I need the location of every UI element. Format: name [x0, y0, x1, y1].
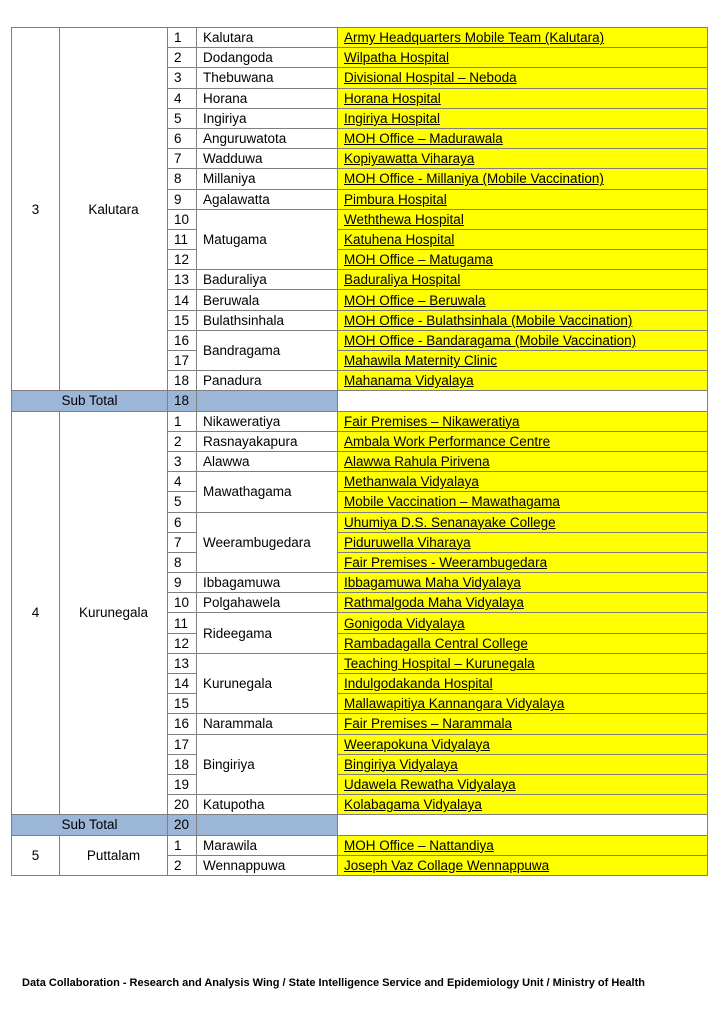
row-number-cell: 4: [168, 88, 197, 108]
moh-division-cell: Ingiriya: [197, 108, 338, 128]
row-number-cell: 17: [168, 734, 197, 754]
vaccination-center-cell: MOH Office – Beruwala: [338, 290, 708, 310]
moh-division-cell: Ibbagamuwa: [197, 573, 338, 593]
moh-division-cell: Weerambugedara: [197, 512, 338, 573]
vaccination-center-cell: Wilpatha Hospital: [338, 48, 708, 68]
vaccination-center-cell: Army Headquarters Mobile Team (Kalutara): [338, 28, 708, 48]
moh-division-cell: Bingiriya: [197, 734, 338, 795]
row-number-cell: 15: [168, 694, 197, 714]
vaccination-center-cell: Rathmalgoda Maha Vidyalaya: [338, 593, 708, 613]
vaccination-center-cell: Udawela Rewatha Vidyalaya: [338, 774, 708, 794]
moh-division-cell: Thebuwana: [197, 68, 338, 88]
row-number-cell: 10: [168, 593, 197, 613]
row-number-cell: 7: [168, 532, 197, 552]
vaccination-center-cell: Mobile Vaccination – Mawathagama: [338, 492, 708, 512]
row-number-cell: 2: [168, 855, 197, 875]
subtotal-value: 20: [168, 815, 197, 835]
moh-division-cell: Nikaweratiya: [197, 411, 338, 431]
district-name-cell: Puttalam: [60, 835, 168, 875]
vaccination-center-cell: Katuhena Hospital: [338, 229, 708, 249]
row-number-cell: 3: [168, 68, 197, 88]
moh-division-cell: Mawathagama: [197, 472, 338, 512]
moh-division-cell: Kurunegala: [197, 653, 338, 714]
row-number-cell: 13: [168, 270, 197, 290]
row-number-cell: 4: [168, 472, 197, 492]
vaccination-center-cell: Kolabagama Vidyalaya: [338, 795, 708, 815]
row-number-cell: 3: [168, 451, 197, 471]
table-row: [12, 835, 708, 855]
vaccination-centers-table: [11, 27, 708, 876]
vaccination-center-cell: Fair Premises – Nikaweratiya: [338, 411, 708, 431]
row-number-cell: 5: [168, 492, 197, 512]
vaccination-center-cell: Pimbura Hospital: [338, 189, 708, 209]
vaccination-center-cell: Gonigoda Vidyalaya: [338, 613, 708, 633]
row-number-cell: 1: [168, 835, 197, 855]
vaccination-center-cell: Indulgodakanda Hospital: [338, 674, 708, 694]
moh-division-cell: Rasnayakapura: [197, 431, 338, 451]
row-number-cell: 17: [168, 351, 197, 371]
moh-division-cell: Agalawatta: [197, 189, 338, 209]
moh-division-cell: Baduraliya: [197, 270, 338, 290]
table-row: [12, 28, 708, 48]
row-number-cell: 1: [168, 411, 197, 431]
vaccination-center-cell: Ibbagamuwa Maha Vidyalaya: [338, 573, 708, 593]
district-number-cell: 3: [12, 28, 60, 391]
vaccination-center-cell: Mallawapitiya Kannangara Vidyalaya: [338, 694, 708, 714]
moh-division-cell: Bandragama: [197, 330, 338, 370]
subtotal-blank-cell: [338, 815, 708, 835]
subtotal-row: [12, 391, 708, 411]
row-number-cell: 8: [168, 552, 197, 572]
vaccination-center-cell: Weerapokuna Vidyalaya: [338, 734, 708, 754]
moh-division-cell: Katupotha: [197, 795, 338, 815]
row-number-cell: 19: [168, 774, 197, 794]
vaccination-center-cell: Bingiriya Vidyalaya: [338, 754, 708, 774]
vaccination-center-cell: Teaching Hospital – Kurunegala: [338, 653, 708, 673]
district-name-cell: Kurunegala: [60, 411, 168, 815]
vaccination-center-cell: MOH Office - Bandaragama (Mobile Vaccination): [338, 330, 708, 350]
row-number-cell: 14: [168, 674, 197, 694]
row-number-cell: 7: [168, 149, 197, 169]
table-row: [12, 411, 708, 431]
row-number-cell: 2: [168, 48, 197, 68]
moh-division-cell: Wadduwa: [197, 149, 338, 169]
row-number-cell: 6: [168, 512, 197, 532]
row-number-cell: 1: [168, 28, 197, 48]
vaccination-center-cell: MOH Office – Nattandiya: [338, 835, 708, 855]
footer-credit: Data Collaboration - Research and Analysis Wing / State Intelligence Service and Epidemiology Unit / Ministry of Health: [22, 977, 645, 989]
vaccination-center-cell: Fair Premises – Narammala: [338, 714, 708, 734]
row-number-cell: 5: [168, 108, 197, 128]
district-name-cell: Kalutara: [60, 28, 168, 391]
vaccination-center-cell: Ingiriya Hospital: [338, 108, 708, 128]
vaccination-center-cell: Kopiyawatta Viharaya: [338, 149, 708, 169]
row-number-cell: 11: [168, 613, 197, 633]
row-number-cell: 11: [168, 229, 197, 249]
row-number-cell: 12: [168, 633, 197, 653]
subtotal-blank-cell: [338, 391, 708, 411]
vaccination-center-cell: Mahanama Vidyalaya: [338, 371, 708, 391]
row-number-cell: 14: [168, 290, 197, 310]
district-number-cell: 4: [12, 411, 60, 815]
subtotal-label: Sub Total: [12, 391, 168, 411]
row-number-cell: 8: [168, 169, 197, 189]
moh-division-cell: Beruwala: [197, 290, 338, 310]
vaccination-center-cell: Baduraliya Hospital: [338, 270, 708, 290]
moh-division-cell: Horana: [197, 88, 338, 108]
row-number-cell: 16: [168, 330, 197, 350]
row-number-cell: 2: [168, 431, 197, 451]
vaccination-center-cell: Piduruwella Viharaya: [338, 532, 708, 552]
row-number-cell: 9: [168, 189, 197, 209]
table-body: [12, 28, 708, 876]
subtotal-value: 18: [168, 391, 197, 411]
vaccination-center-cell: Ambala Work Performance Centre: [338, 431, 708, 451]
row-number-cell: 16: [168, 714, 197, 734]
subtotal-blank-cell: [197, 815, 338, 835]
vaccination-center-cell: MOH Office – Matugama: [338, 250, 708, 270]
moh-division-cell: Panadura: [197, 371, 338, 391]
row-number-cell: 18: [168, 754, 197, 774]
vaccination-center-cell: Joseph Vaz Collage Wennappuwa: [338, 855, 708, 875]
vaccination-center-cell: Mahawila Maternity Clinic: [338, 351, 708, 371]
vaccination-center-cell: Methanwala Vidyalaya: [338, 472, 708, 492]
row-number-cell: 13: [168, 653, 197, 673]
row-number-cell: 15: [168, 310, 197, 330]
vaccination-center-cell: Uhumiya D.S. Senanayake College: [338, 512, 708, 532]
moh-division-cell: Wennappuwa: [197, 855, 338, 875]
moh-division-cell: Bulathsinhala: [197, 310, 338, 330]
row-number-cell: 20: [168, 795, 197, 815]
row-number-cell: 12: [168, 250, 197, 270]
vaccination-center-cell: MOH Office – Madurawala: [338, 128, 708, 148]
vaccination-center-cell: Alawwa Rahula Pirivena: [338, 451, 708, 471]
moh-division-cell: Polgahawela: [197, 593, 338, 613]
vaccination-center-cell: Fair Premises - Weerambugedara: [338, 552, 708, 572]
moh-division-cell: Matugama: [197, 209, 338, 270]
subtotal-label: Sub Total: [12, 815, 168, 835]
row-number-cell: 18: [168, 371, 197, 391]
row-number-cell: 10: [168, 209, 197, 229]
row-number-cell: 9: [168, 573, 197, 593]
vaccination-center-cell: MOH Office - Millaniya (Mobile Vaccination): [338, 169, 708, 189]
moh-division-cell: Kalutara: [197, 28, 338, 48]
vaccination-center-cell: Horana Hospital: [338, 88, 708, 108]
district-number-cell: 5: [12, 835, 60, 875]
subtotal-row: [12, 815, 708, 835]
moh-division-cell: Anguruwatota: [197, 128, 338, 148]
moh-division-cell: Alawwa: [197, 451, 338, 471]
moh-division-cell: Narammala: [197, 714, 338, 734]
vaccination-center-cell: Rambadagalla Central College: [338, 633, 708, 653]
vaccination-center-cell: Weththewa Hospital: [338, 209, 708, 229]
vaccination-center-cell: MOH Office - Bulathsinhala (Mobile Vaccination): [338, 310, 708, 330]
moh-division-cell: Millaniya: [197, 169, 338, 189]
moh-division-cell: Rideegama: [197, 613, 338, 653]
moh-division-cell: Marawila: [197, 835, 338, 855]
vaccination-center-cell: Divisional Hospital – Neboda: [338, 68, 708, 88]
subtotal-blank-cell: [197, 391, 338, 411]
row-number-cell: 6: [168, 128, 197, 148]
moh-division-cell: Dodangoda: [197, 48, 338, 68]
